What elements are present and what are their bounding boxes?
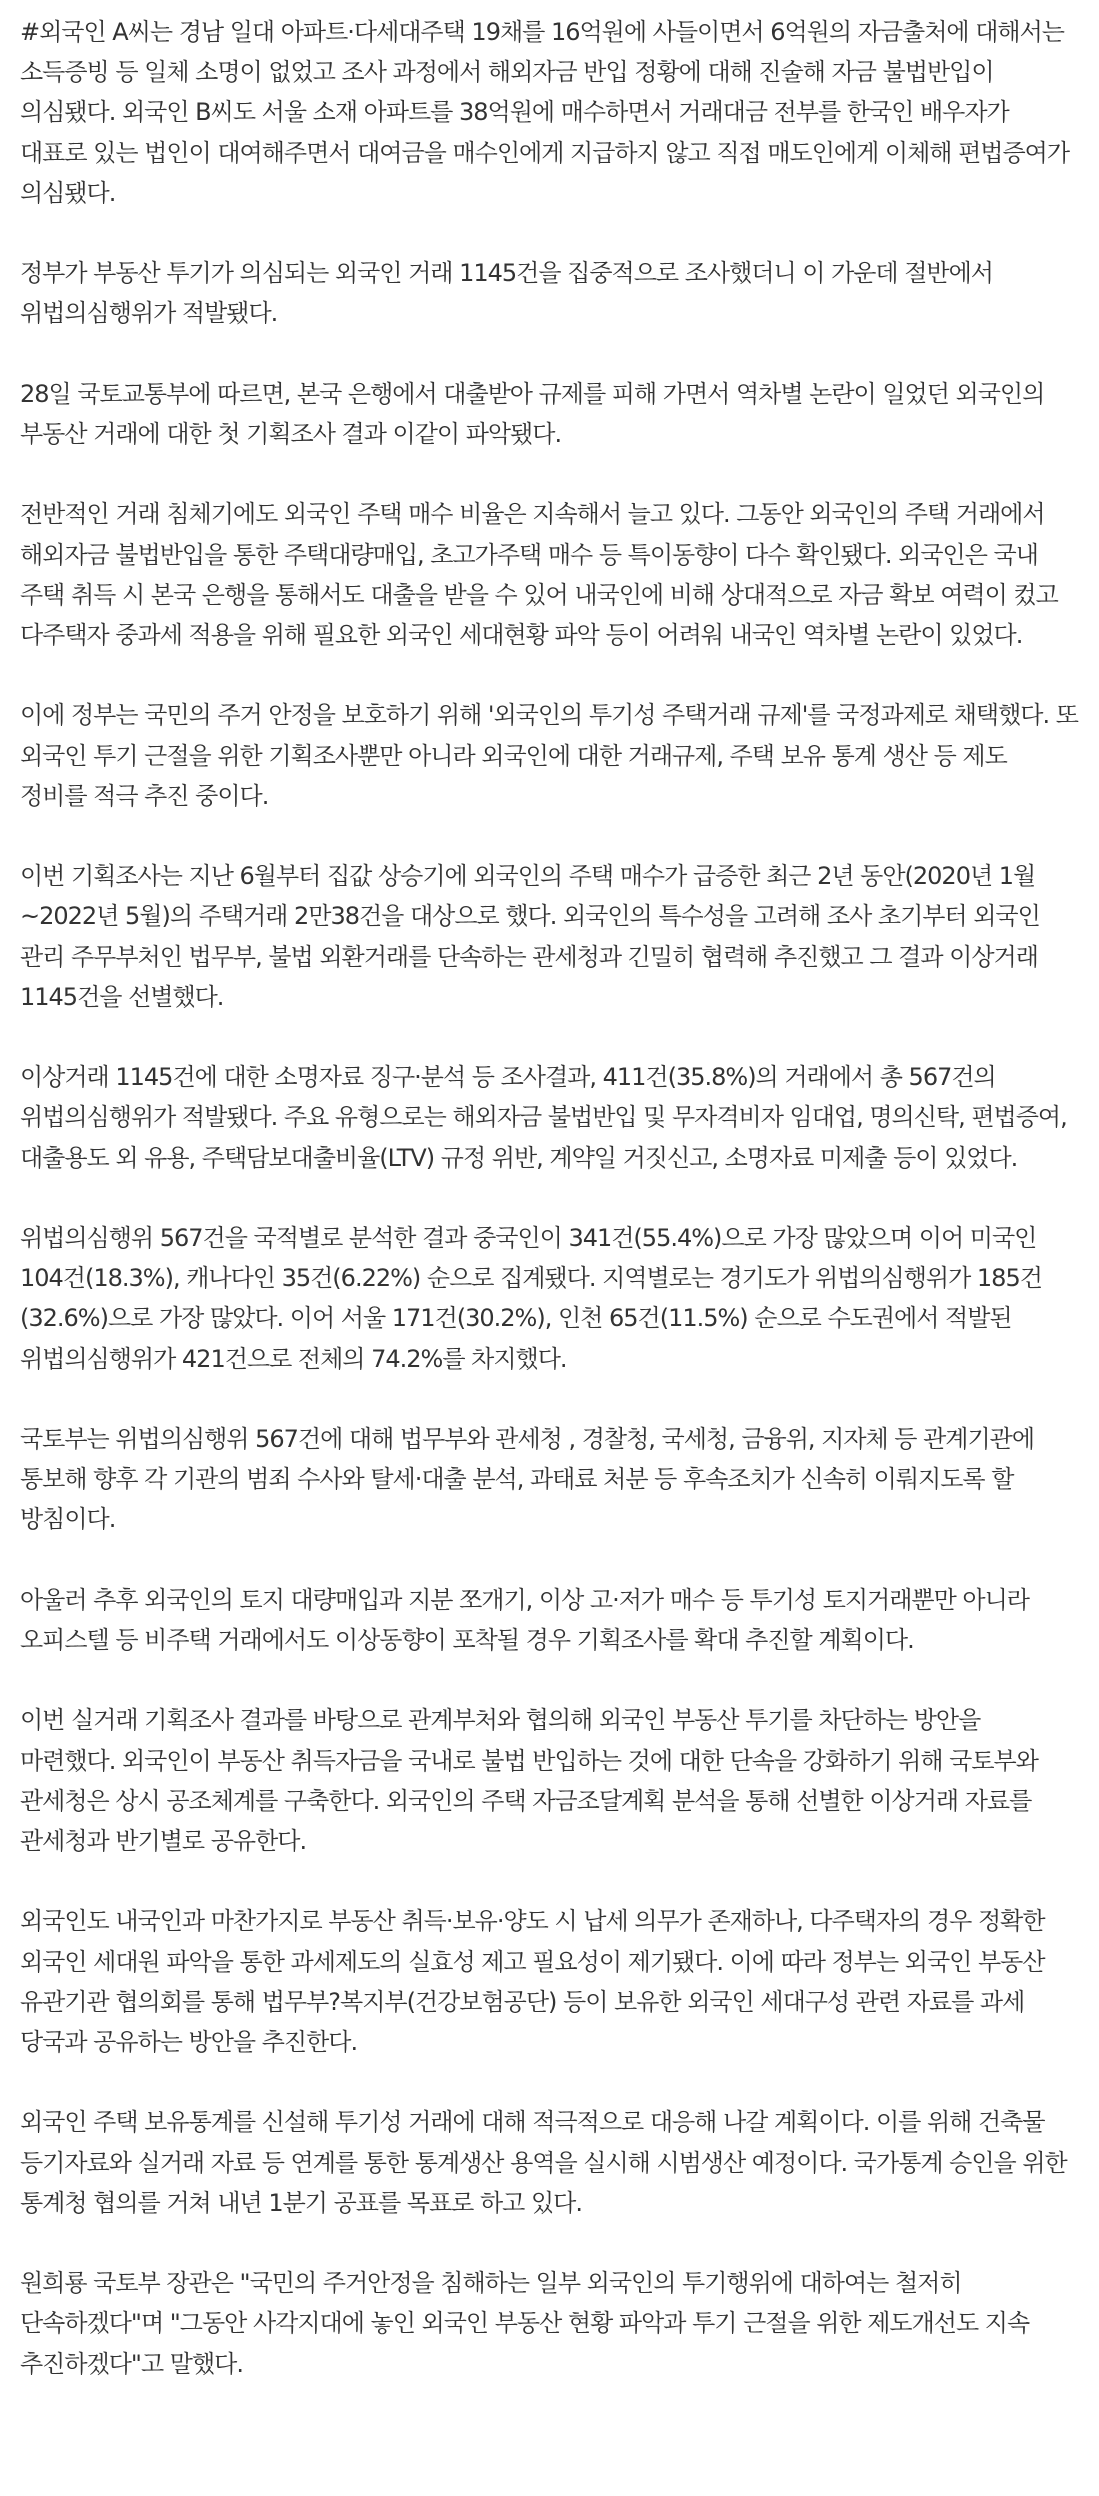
- article-paragraph: 이번 기획조사는 지난 6월부터 집값 상승기에 외국인의 주택 매수가 급증한 최근 2년 동안(2020년 1월~2022년 5월)의 주택거래 2만38건을 대상으로 했다. 외국인의 특수성을 고려해 조사 초기부터 외국인 관리 주무부처인 법무부, 불법 외환거래를 단속하는 관세청과 긴밀히 협력해 추진했고 그 결과 이상거래 1145건을 선별했다.: [20, 862, 1040, 1011]
- article-paragraph: 이에 정부는 국민의 주거 안정을 보호하기 위해 '외국인의 투기성 주택거래 규제'를 국정과제로 채택했다. 또 외국인 투기 근절을 위한 기획조사뿐만 아니라 외국인에 대한 거래규제, 주택 보유 통계 생산 등 제도 정비를 적극 추진 중이다.: [20, 701, 1078, 810]
- article-paragraph: 28일 국토교통부에 따르면, 본국 은행에서 대출받아 규제를 피해 가면서 역차별 논란이 일었던 외국인의 부동산 거래에 대한 첫 기획조사 결과 이같이 파악됐다.: [20, 379, 1045, 448]
- article-paragraph: 외국인도 내국인과 마찬가지로 부동산 취득·보유·양도 시 납세 의무가 존재하나, 다주택자의 경우 정확한 외국인 세대원 파악을 통한 과세제도의 실효성 제고 필요성이 제기됐다. 이에 따라 정부는 외국인 부동산 유관기관 협의회를 통해 법무부?복지부(건강보험공단) 등이 보유한 외국인 세대구성 관련 자료를 과세 당국과 공유하는 방안을 추진한다.: [20, 1907, 1045, 2056]
- article-paragraph: 이상거래 1145건에 대한 소명자료 징구·분석 등 조사결과, 411건(35.8%)의 거래에서 총 567건의 위법의심행위가 적발됐다. 주요 유형으로는 해외자금 불법반입 및 무자격비자 임대업, 명의신탁, 편법증여, 대출용도 외 유용, 주택담보대출비율(LTV) 규정 위반, 계약일 거짓신고, 소명자료 미제출 등이 있었다.: [20, 1063, 1067, 1172]
- article-paragraph: 국토부는 위법의심행위 567건에 대해 법무부와 관세청 , 경찰청, 국세청, 금융위, 지자체 등 관계기관에 통보해 향후 각 기관의 범죄 수사와 탈세·대출 분석, 과태료 처분 등 후속조치가 신속히 이뤄지도록 할 방침이다.: [20, 1424, 1035, 1534]
- article-paragraph: #외국인 A씨는 경남 일대 아파트·다세대주택 19채를 16억원에 사들이면서 6억원의 자금출처에 대해서는 소득증빙 등 일체 소명이 없었고 조사 과정에서 해외자금 반입 정황에 대해 진술해 자금 불법반입이 의심됐다. 외국인 B씨도 서울 소재 아파트를 38억원에 매수하면서 거래대금 전부를 한국인 배우자가 대표로 있는 법인이 대여해주면서 대여금을 매수인에게 지급하지 않고 직접 매도인에게 이체해 편법증여가 의심됐다.: [20, 18, 1070, 207]
- article-paragraph: 원희룡 국토부 장관은 "국민의 주거안정을 침해하는 일부 외국인의 투기행위에 대하여는 철저히 단속하겠다"며 "그동안 사각지대에 놓인 외국인 부동산 현황 파악과 투기 근절을 위한 제도개선도 지속 추진하겠다"고 말했다.: [20, 2269, 1030, 2378]
- article-paragraph: 이번 실거래 기획조사 결과를 바탕으로 관계부처와 협의해 외국인 부동산 투기를 차단하는 방안을 마련했다. 외국인이 부동산 취득자금을 국내로 불법 반입하는 것에 대한 단속을 강화하기 위해 국토부와 관세청은 상시 공조체계를 구축한다. 외국인의 주택 자금조달계획 분석을 통해 선별한 이상거래 자료를 관세청과 반기별로 공유한다.: [20, 1706, 1038, 1855]
- article-paragraph: 전반적인 거래 침체기에도 외국인 주택 매수 비율은 지속해서 늘고 있다. 그동안 외국인의 주택 거래에서 해외자금 불법반입을 통한 주택대량매입, 초고가주택 매수 등 특이동향이 다수 확인됐다. 외국인은 국내 주택 취득 시 본국 은행을 통해서도 대출을 받을 수 있어 내국인에 비해 상대적으로 자금 확보 여력이 컸고 다주택자 중과세 적용을 위해 필요한 외국인 세대현황 파악 등이 어려워 내국인 역차별 논란이 있었다.: [20, 500, 1058, 649]
- article-paragraph: 외국인 주택 보유통계를 신설해 투기성 거래에 대해 적극적으로 대응해 나갈 계획이다. 이를 위해 건축물 등기자료와 실거래 자료 등 연계를 통한 통계생산 용역을 실시해 시범생산 예정이다. 국가통계 승인을 위한 통계청 협의를 거쳐 내년 1분기 공표를 목표로 하고 있다.: [20, 2108, 1067, 2217]
- article-paragraph: 아울러 추후 외국인의 토지 대량매입과 지분 쪼개기, 이상 고·저가 매수 등 투기성 토지거래뿐만 아니라 오피스텔 등 비주택 거래에서도 이상동향이 포착될 경우 기획조사를 확대 추진할 계획이다.: [20, 1585, 1029, 1654]
- article-paragraph: 위법의심행위 567건을 국적별로 분석한 결과 중국인이 341건(55.4%)으로 가장 많았으며 이어 미국인 104건(18.3%), 캐나다인 35건(6.22%) 순으로 집계됐다. 지역별로는 경기도가 위법의심행위가 185건(32.6%)으로 가장 많았다. 이어 서울 171건(30.2%), 인천 65건(11.5%) 순으로 수도권에서 적발된 위법의심행위가 421건으로 전체의 74.2%를 차지했다.: [20, 1223, 1042, 1373]
- article-paragraph: 정부가 부동산 투기가 의심되는 외국인 거래 1145건을 집중적으로 조사했더니 이 가운데 절반에서 위법의심행위가 적발됐다.: [20, 259, 993, 328]
